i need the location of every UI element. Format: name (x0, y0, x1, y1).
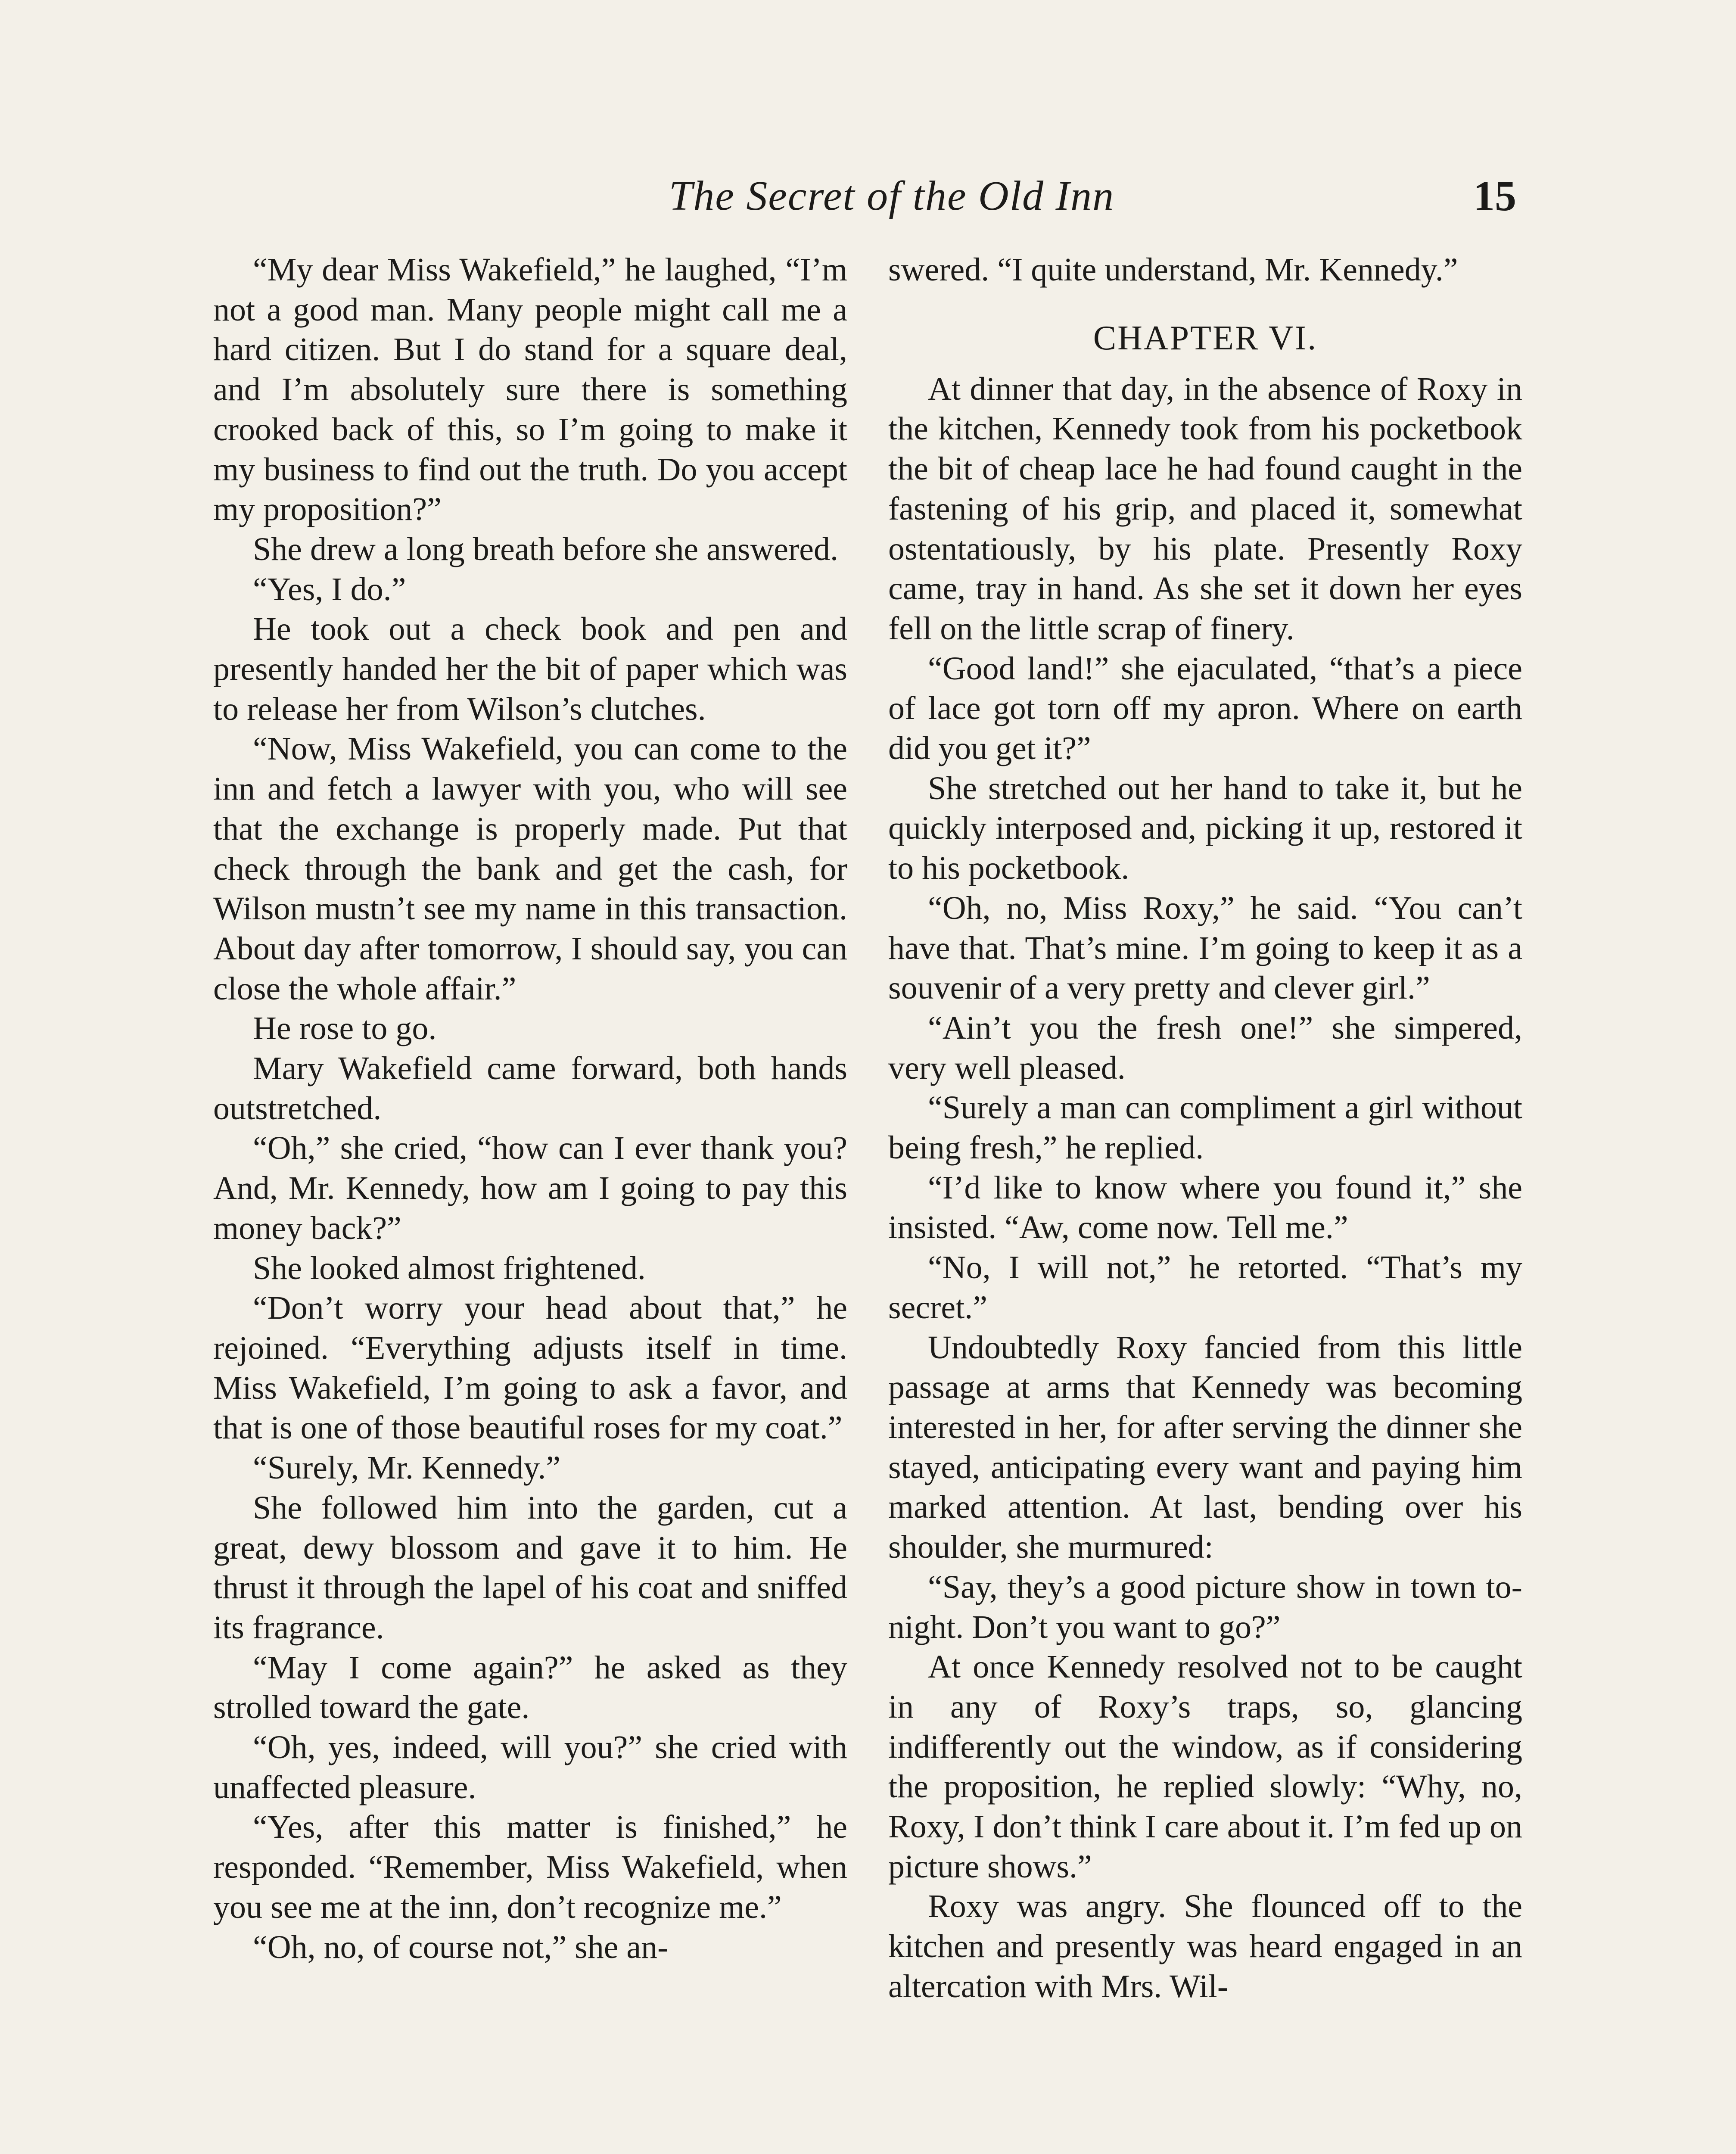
paragraph: “Oh,” she cried, “how can I ever thank you? And, Mr. Kennedy, how am I going to pay this money back?” (213, 1130, 847, 1246)
paragraph: She followed him into the garden, cut a great, dewy blossom and gave it to him. He thrust it through the lapel of his coat and sniffed its fragrance. (213, 1489, 847, 1646)
paragraph: Mary Wakefield came forward, both hands outstretched. (213, 1050, 847, 1127)
page-number: 15 (1473, 172, 1516, 220)
page-header (0, 170, 1736, 222)
paragraph: She looked almost frightened. (253, 1250, 646, 1286)
paragraph: Roxy was angry. She flounced off to the kitchen and presently was heard engaged in an altercation with Mrs. Wil- (888, 1888, 1522, 2005)
paragraph: “Now, Miss Wakefield, you can come to the inn and fetch a lawyer with you, who will see that the exchange is properly made. Put that check through the bank and get the cash, for Wilson mustn’t see my name in this transaction. About day after tomorrow, I should say, you can close the whole affair.” (213, 731, 847, 1007)
paragraph: “Oh, yes, indeed, will you?” she cried with unaffected pleasure. (213, 1729, 847, 1805)
paragraph: “No, I will not,” he retorted. “That’s my secret.” (888, 1249, 1522, 1326)
paragraph: At dinner that day, in the absence of Roxy in the kitchen, Kennedy took from his pocketbook the bit of cheap lace he had found caught in the fastening of his grip, and placed it, somewhat ostentatiously, by his plate. Presently Roxy came, tray in hand. As she set it down her eyes fell on the little scrap of finery. (888, 370, 1522, 647)
paragraph: “Surely a man can compliment a girl without being fresh,” he replied. (888, 1089, 1522, 1166)
paragraph: Undoubtedly Roxy fancied from this little passage at arms that Kennedy was becoming interested in her, for after serving the dinner she stayed, anticipating every want and paying him marked attention. At last, bending over his shoulder, she murmured: (888, 1329, 1522, 1566)
running-title: The Secret of the Old Inn (669, 173, 1115, 219)
paragraph: “Oh, no, of course not,” she an- (253, 1929, 669, 1965)
paragraph: “I’d like to know where you found it,” she insisted. “Aw, come now. Tell me.” (888, 1169, 1522, 1246)
paragraph: “May I come again?” he asked as they strolled toward the gate. (213, 1649, 847, 1726)
paragraph: She drew a long breath before she answered. (253, 531, 839, 567)
paragraph: “Surely, Mr. Kennedy.” (253, 1450, 561, 1486)
paragraph: At once Kennedy resolved not to be caught in any of Roxy’s traps, so, glancing indifferently out the window, as if considering the proposition, he replied slowly: “Why, no, Roxy, I don’t think I care about it. I’m fed up on picture shows.” (888, 1649, 1522, 1885)
continued-paragraph: swered. “I quite understand, Mr. Kennedy.” (888, 252, 1458, 288)
chapter-heading: CHAPTER VI. (1093, 319, 1318, 357)
paragraph: “Oh, no, Miss Roxy,” he said. “You can’t have that. That’s mine. I’m going to keep it as a souvenir of a very pretty and clever girl.” (888, 890, 1522, 1006)
paragraph: “Don’t worry your head about that,” he rejoined. “Everything adjusts itself in time. Miss Wakefield, I’m going to ask a favor, and that is one of those beautiful roses for my coat.” (213, 1290, 847, 1446)
paragraph: “Ain’t you the fresh one!” she simpered, very well pleased. (888, 1009, 1522, 1086)
paragraph: “Say, they’s a good picture show in town to-night. Don’t you want to go?” (888, 1569, 1522, 1645)
paragraph: He took out a check book and pen and presently handed her the bit of paper which was to release her from Wilson’s clutches. (213, 611, 847, 727)
paragraph: “Yes, after this matter is finished,” he responded. “Remember, Miss Wakefield, when you see me at the inn, don’t recognize me.” (213, 1809, 847, 1925)
paragraph: “My dear Miss Wakefield,” he laughed, “I’m not a good man. Many people might call me a hard citizen. But I do stand for a square deal, and I’m absolutely sure there is something crooked back of this, so I’m going to make it my business to find out the truth. Do you accept my proposition?” (213, 252, 847, 528)
paragraph: “Yes, I do.” (253, 571, 406, 607)
paragraph: He rose to go. (253, 1010, 437, 1047)
paragraph: She stretched out her hand to take it, but he quickly interposed and, picking it up, restored it to his pocketbook. (888, 770, 1522, 887)
right-column (888, 250, 1522, 2007)
paragraph: “Good land!” she ejaculated, “that’s a piece of lace got torn off my apron. Where on earth did you get it?” (888, 650, 1522, 767)
left-column (213, 250, 847, 1967)
